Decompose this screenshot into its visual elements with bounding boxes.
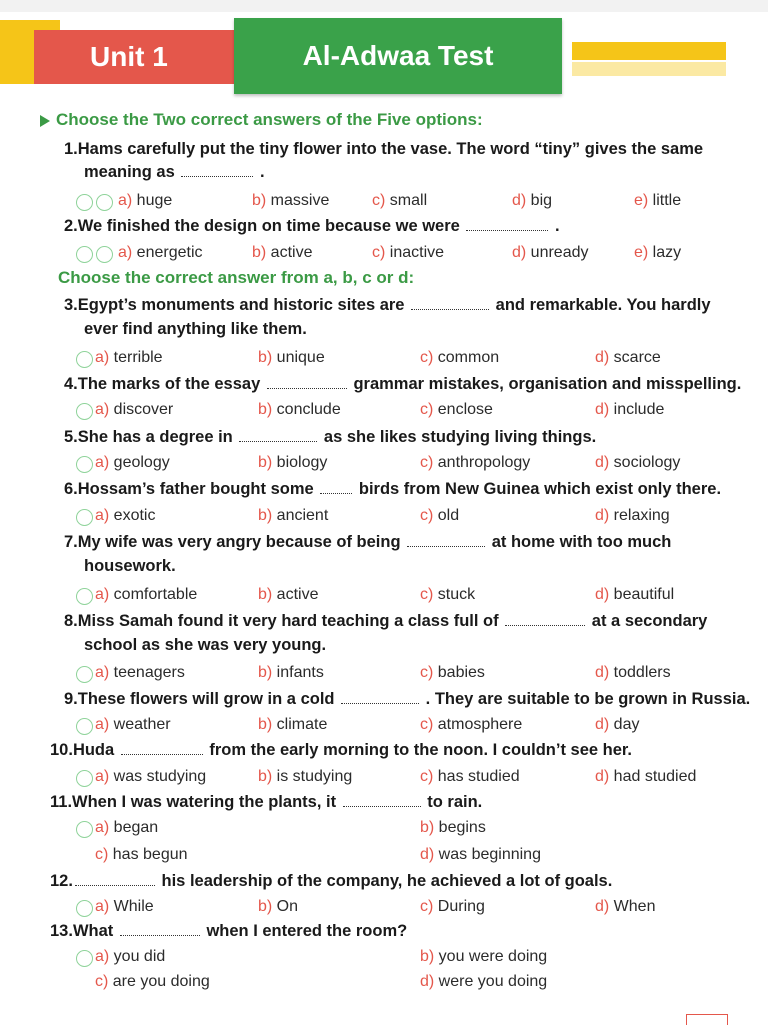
option-letter: b) <box>258 507 277 524</box>
question-number: 9. <box>64 690 78 708</box>
option-text: huge <box>136 192 173 209</box>
option-text: begins <box>438 819 486 836</box>
question-3-continued <box>84 320 307 339</box>
question-number: 7. <box>64 533 78 551</box>
question-text: Hams carefully put the tiny flower into the vase. The word “tiny” gives the same <box>77 140 704 158</box>
option-d[interactable] <box>595 349 661 367</box>
option-letter: c) <box>420 401 438 418</box>
option-d[interactable] <box>595 401 664 419</box>
question-text: housework. <box>84 557 176 575</box>
option-a[interactable] <box>95 768 206 786</box>
question-text: meaning as <box>84 163 180 181</box>
option-letter: a) <box>118 244 137 261</box>
option-text: biology <box>276 454 328 471</box>
answer-circle[interactable] <box>76 588 93 605</box>
option-letter: c) <box>372 244 390 261</box>
option-b[interactable] <box>258 716 327 734</box>
question-number: 13. <box>50 922 73 940</box>
option-text: climate <box>276 716 328 733</box>
page-title: Al-Adwaa Test <box>234 18 562 94</box>
option-e[interactable] <box>634 192 681 210</box>
top-strip <box>0 0 768 12</box>
answer-circle[interactable] <box>76 351 93 368</box>
option-text: stuck <box>437 586 476 603</box>
option-a[interactable] <box>95 948 165 966</box>
question-text: at home with too much <box>487 533 672 551</box>
question-text: Egypt’s monuments and historic sites are <box>77 296 410 314</box>
option-text: big <box>530 192 553 209</box>
option-c[interactable] <box>420 898 485 916</box>
answer-blank <box>407 534 485 547</box>
option-c[interactable] <box>420 507 459 525</box>
question-6 <box>64 480 721 499</box>
question-number: 8. <box>64 612 78 630</box>
option-letter: b) <box>258 349 277 366</box>
option-c[interactable] <box>420 716 522 734</box>
question-2 <box>64 217 560 236</box>
option-letter: c) <box>420 716 438 733</box>
question-number: 6. <box>64 480 78 498</box>
option-letter: c) <box>420 349 438 366</box>
option-c[interactable] <box>420 586 475 604</box>
option-text: you were doing <box>438 948 548 965</box>
answer-blank <box>181 164 253 177</box>
option-letter: a) <box>95 507 114 524</box>
question-13 <box>50 922 407 941</box>
option-letter: b) <box>420 819 439 836</box>
answer-circle[interactable] <box>76 194 93 211</box>
question-11 <box>50 793 482 812</box>
option-letter: c) <box>372 192 390 209</box>
option-text: were you doing <box>438 973 548 990</box>
option-d[interactable] <box>512 244 589 262</box>
option-letter: c) <box>420 507 438 524</box>
question-text: My wife was very angry because of being <box>77 533 406 551</box>
option-letter: a) <box>95 664 114 681</box>
option-letter: a) <box>118 192 137 209</box>
option-letter: c) <box>420 898 438 915</box>
answer-circle[interactable] <box>96 246 113 263</box>
option-letter: b) <box>258 664 277 681</box>
option-text: atmosphere <box>437 716 523 733</box>
option-a[interactable] <box>118 192 172 210</box>
option-c[interactable] <box>420 664 485 682</box>
question-text: to rain. <box>422 793 483 811</box>
option-letter: b) <box>420 948 439 965</box>
option-letter: d) <box>595 349 614 366</box>
question-7 <box>64 533 671 552</box>
option-letter: c) <box>95 973 113 990</box>
option-b[interactable] <box>258 898 298 916</box>
option-c[interactable] <box>420 349 499 367</box>
option-letter: e) <box>634 192 653 209</box>
question-text: . They are suitable to be grown in Russia. <box>421 690 751 708</box>
option-letter: b) <box>258 898 277 915</box>
answer-circle[interactable] <box>96 194 113 211</box>
option-d[interactable] <box>595 507 670 525</box>
answer-blank <box>120 923 200 936</box>
option-a[interactable] <box>95 454 170 472</box>
option-text: you did <box>113 948 166 965</box>
option-text: include <box>613 401 665 418</box>
option-text: enclose <box>437 401 493 418</box>
option-a[interactable] <box>95 664 185 682</box>
option-text: was studying <box>113 768 207 785</box>
option-letter: d) <box>595 401 614 418</box>
option-text: unique <box>276 349 325 366</box>
question-8-continued <box>84 636 326 655</box>
option-text: massive <box>270 192 330 209</box>
option-text: ancient <box>276 507 329 524</box>
option-a[interactable] <box>118 244 203 262</box>
option-d[interactable] <box>595 898 655 916</box>
option-letter: a) <box>95 349 114 366</box>
option-d[interactable] <box>420 846 541 864</box>
option-c[interactable] <box>95 973 210 991</box>
option-text: discover <box>113 401 174 418</box>
option-text: old <box>437 507 460 524</box>
answer-circle[interactable] <box>76 950 93 967</box>
option-letter: a) <box>95 586 114 603</box>
question-text: and remarkable. You hardly <box>491 296 711 314</box>
option-c[interactable] <box>372 192 427 210</box>
option-text: inactive <box>389 244 445 261</box>
header-yellow-accent-right <box>572 42 726 60</box>
option-b[interactable] <box>258 349 325 367</box>
option-d[interactable] <box>512 192 552 210</box>
option-a[interactable] <box>95 349 163 367</box>
answer-blank <box>505 613 585 626</box>
question-number: 5. <box>64 428 78 446</box>
answer-circle[interactable] <box>76 718 93 735</box>
question-text: Huda <box>72 741 119 759</box>
option-c[interactable] <box>372 244 444 262</box>
answer-circle[interactable] <box>76 246 93 263</box>
option-a[interactable] <box>95 716 171 734</box>
answer-blank <box>466 218 548 231</box>
option-d[interactable] <box>595 716 639 734</box>
option-b[interactable] <box>258 664 324 682</box>
option-letter: d) <box>420 846 439 863</box>
option-text: teenagers <box>113 664 185 681</box>
question-text: We finished the design on time because we were <box>77 217 465 235</box>
option-letter: a) <box>95 948 114 965</box>
option-letter: d) <box>420 973 439 990</box>
question-text: birds from New Guinea which exist only there. <box>354 480 722 498</box>
option-text: was beginning <box>438 846 541 863</box>
answer-circle[interactable] <box>76 509 93 526</box>
option-text: exotic <box>113 507 156 524</box>
question-3 <box>64 296 711 315</box>
question-7-continued <box>84 557 176 576</box>
option-text: are you doing <box>112 973 210 990</box>
header-yellow-accent-right-light <box>572 62 726 76</box>
answer-circle[interactable] <box>76 456 93 473</box>
play-triangle-icon <box>40 115 50 127</box>
option-b[interactable] <box>420 948 547 966</box>
option-c[interactable] <box>420 454 530 472</box>
option-letter: b) <box>258 768 277 785</box>
option-letter: b) <box>252 192 271 209</box>
option-b[interactable] <box>258 768 352 786</box>
option-letter: c) <box>420 586 438 603</box>
option-text: sociology <box>613 454 681 471</box>
question-number: 3. <box>64 296 78 314</box>
question-text: She has a degree in <box>77 428 238 446</box>
option-b[interactable] <box>258 507 328 525</box>
answer-blank <box>121 742 203 755</box>
question-number: 10. <box>50 741 73 759</box>
answer-blank <box>75 873 155 886</box>
option-letter: d) <box>512 192 531 209</box>
option-text: toddlers <box>613 664 671 681</box>
answer-circle[interactable] <box>76 900 93 917</box>
option-text: On <box>276 898 299 915</box>
option-text: has begun <box>112 846 188 863</box>
option-text: babies <box>437 664 485 681</box>
option-text: lazy <box>652 244 682 261</box>
option-text: active <box>276 586 319 603</box>
question-text: at a secondary <box>587 612 708 630</box>
question-number: 4. <box>64 375 78 393</box>
question-5 <box>64 428 596 447</box>
option-d[interactable] <box>595 768 696 786</box>
option-text: weather <box>113 716 171 733</box>
option-text: is studying <box>276 768 353 785</box>
option-text: little <box>652 192 682 209</box>
option-text: energetic <box>136 244 203 261</box>
unit-label: Unit 1 <box>34 30 246 84</box>
option-letter: d) <box>595 898 614 915</box>
option-letter: b) <box>258 716 277 733</box>
option-letter: d) <box>595 586 614 603</box>
option-text: day <box>613 716 640 733</box>
answer-circle[interactable] <box>76 666 93 683</box>
option-letter: b) <box>258 401 277 418</box>
question-text: his leadership of the company, he achieved a lot of goals. <box>156 872 613 890</box>
option-text: comfortable <box>113 586 198 603</box>
option-text: small <box>389 192 428 209</box>
question-text: school as she was very young. <box>84 636 327 654</box>
option-letter: c) <box>420 454 438 471</box>
question-9 <box>64 690 750 709</box>
option-text: geology <box>113 454 170 471</box>
question-text: from the early morning to the noon. I couldn’t see her. <box>204 741 632 759</box>
option-text: had studied <box>613 768 697 785</box>
option-letter: d) <box>595 716 614 733</box>
option-text: common <box>437 349 500 366</box>
option-letter: a) <box>95 716 114 733</box>
option-letter: d) <box>512 244 531 261</box>
option-text: While <box>113 898 154 915</box>
instruction-text: Choose the Two correct answers of the Five options: <box>56 110 483 129</box>
option-text: beautiful <box>613 586 675 603</box>
option-text: infants <box>276 664 324 681</box>
option-letter: d) <box>595 664 614 681</box>
option-letter: a) <box>95 401 114 418</box>
instruction-text: Choose the correct answer from a, b, c or d: <box>58 268 415 287</box>
question-12 <box>50 872 612 891</box>
option-a[interactable] <box>95 586 197 604</box>
option-text: relaxing <box>613 507 670 524</box>
option-b[interactable] <box>252 244 312 262</box>
question-1 <box>64 140 703 159</box>
option-letter: a) <box>95 768 114 785</box>
answer-circle[interactable] <box>76 770 93 787</box>
question-text: Hossam’s father bought some <box>77 480 319 498</box>
option-d[interactable] <box>595 586 674 604</box>
option-text: unready <box>530 244 589 261</box>
option-letter: c) <box>95 846 113 863</box>
question-text: when I entered the room? <box>201 922 408 940</box>
answer-blank <box>320 481 352 494</box>
option-letter: d) <box>595 454 614 471</box>
option-letter: b) <box>252 244 271 261</box>
answer-blank <box>341 691 419 704</box>
question-text: These flowers will grow in a cold <box>77 690 340 708</box>
option-c[interactable] <box>420 401 493 419</box>
question-number: 1. <box>64 140 78 158</box>
answer-blank <box>239 429 317 442</box>
option-letter: a) <box>95 819 114 836</box>
instruction-first <box>40 110 483 130</box>
option-e[interactable] <box>634 244 681 262</box>
option-text: scarce <box>613 349 661 366</box>
question-text: as she likes studying living things. <box>319 428 597 446</box>
question-text: grammar mistakes, organisation and misspelling. <box>348 375 742 393</box>
question-text: Miss Samah found it very hard teaching a class full of <box>77 612 504 630</box>
option-text: active <box>270 244 313 261</box>
option-text: conclude <box>276 401 341 418</box>
instruction-second <box>58 268 414 288</box>
option-c[interactable] <box>95 846 188 864</box>
option-b[interactable] <box>420 819 486 837</box>
option-b[interactable] <box>252 192 329 210</box>
option-text: terrible <box>113 349 163 366</box>
option-letter: d) <box>595 768 614 785</box>
option-b[interactable] <box>258 454 327 472</box>
option-text: has studied <box>437 768 520 785</box>
option-letter: b) <box>258 586 277 603</box>
question-4 <box>64 375 741 394</box>
answer-circle[interactable] <box>76 403 93 420</box>
answer-blank <box>267 376 347 389</box>
option-letter: b) <box>258 454 277 471</box>
question-number: 2. <box>64 217 78 235</box>
option-letter: c) <box>420 664 438 681</box>
question-1-continued <box>84 163 265 182</box>
question-10 <box>50 741 632 760</box>
question-8 <box>64 612 707 631</box>
option-a[interactable] <box>95 507 155 525</box>
option-b[interactable] <box>258 586 318 604</box>
option-letter: a) <box>95 454 114 471</box>
question-text: ever find anything like them. <box>84 320 307 338</box>
option-c[interactable] <box>420 768 520 786</box>
option-text: When <box>613 898 656 915</box>
option-d[interactable] <box>420 973 547 991</box>
option-letter: e) <box>634 244 653 261</box>
answer-blank <box>411 297 489 310</box>
question-number: 11. <box>50 793 73 811</box>
option-d[interactable] <box>595 664 671 682</box>
option-a[interactable] <box>95 898 154 916</box>
question-number: 12. <box>50 872 73 890</box>
option-b[interactable] <box>258 401 341 419</box>
question-text: . <box>550 217 560 235</box>
question-text: When I was watering the plants, it <box>72 793 341 811</box>
option-a[interactable] <box>95 819 158 837</box>
question-text: . <box>255 163 265 181</box>
option-letter: a) <box>95 898 114 915</box>
option-text: During <box>437 898 485 915</box>
option-a[interactable] <box>95 401 173 419</box>
option-text: anthropology <box>437 454 531 471</box>
answer-circle[interactable] <box>76 821 93 838</box>
answer-blank <box>343 794 421 807</box>
option-d[interactable] <box>595 454 680 472</box>
question-text: What <box>72 922 118 940</box>
option-text: began <box>113 819 159 836</box>
option-letter: d) <box>595 507 614 524</box>
option-letter: c) <box>420 768 438 785</box>
question-text: The marks of the essay <box>77 375 265 393</box>
page-number-corner <box>686 1014 728 1025</box>
